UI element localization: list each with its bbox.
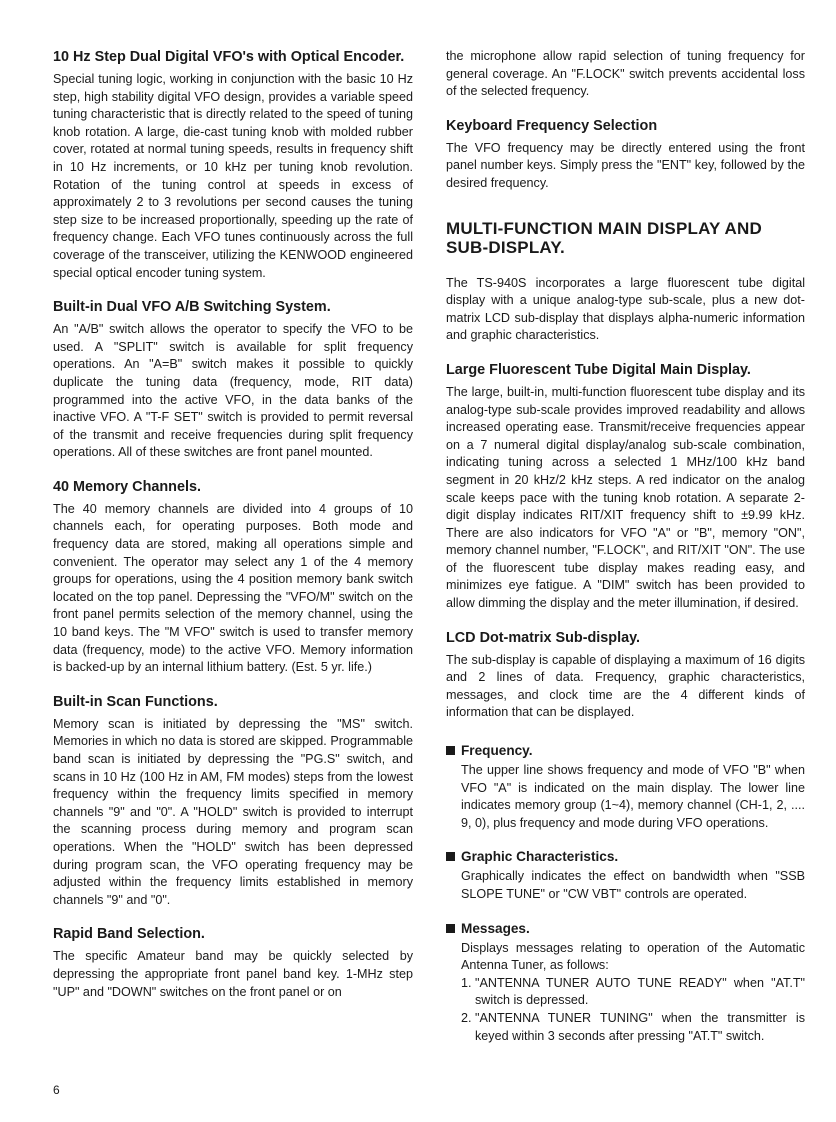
message-list [461,975,805,1045]
display-intro [446,275,805,345]
bullet-heading-text: Graphic Characteristics. [461,849,619,865]
list-number: 2. [461,1010,472,1025]
section-scan [53,693,413,910]
section-heading: Built-in Scan Functions. [53,693,218,710]
section-lcd [446,629,805,722]
bullet-content [446,940,805,1046]
section-body: The VFO frequency may be directly entered using the front panel number keys. Simply press the "ENT" key, followed by the desired frequency. [446,140,805,190]
section-body: The 40 memory channels are divided into 4 groups of 10 channels each, for operating purposes. Both mode and frequency data are stored, making all operations simple and convenient. The operator may select any 1 of the 4 memory groups for operations, using the 4 position memory bank switch located on the top panel. Depressing the "VFO/M" switch on the front panel permits selection of the memory channel, using the 10 band keys. The "M VFO" switch is used to transfer memory data (frequency, mode) to the active VFO. Memory information is backed-up by an internal lithium battery. (Est. 5 yr. life.) [53,501,413,675]
square-bullet-icon [446,924,455,933]
section-heading: 40 Memory Channels. [53,478,201,495]
section-vfo [53,48,413,282]
bullet-heading [446,742,805,760]
section-vfo-ab [53,298,413,462]
list-text: "ANTENNA TUNER TUNING" when the transmitter is keyed within 3 seconds after pressing "AT.T" switch. [475,1010,805,1043]
section-body: An "A/B" switch allows the operator to specify the VFO to be used. A "SPLIT" switch is available for split frequency operations. An "A=B" switch makes it possible to quickly duplicate the tuning data (frequency, mode, RIT data) programmed into the active VFO, in the data banks of the inactive VFO. A "T-F SET" switch is provided to permit reversal of the transmit and receive frequencies during split frequency operations. All of these switches are front panel mounted. [53,322,413,460]
bullet-body: Graphically indicates the effect on bandwidth when "SSB SLOPE TUNE" or "CW VBT" controls are operated. [461,869,805,901]
main-heading: MULTI-FUNCTION MAIN DISPLAY AND SUB-DISPLAY. [446,218,762,257]
right-column [446,48,805,1061]
section-body: The TS-940S incorporates a large fluorescent tube digital display with a unique analog-type sub-scale, plus a new dot-matrix LCD sub-display that displays alpha-numeric information and graphic characteristics. [446,275,805,343]
bullet-body: The upper line shows frequency and mode of VFO "B" when VFO "A" is indicated on the main display. The lower line indicates memory group (1~4), memory channel (CH-1, 2, .... 9, 0), plus frequency and mode during VFO operations. [461,763,805,830]
page-number: 6 [53,1083,60,1097]
square-bullet-icon [446,852,455,861]
bullet-heading [446,848,805,866]
section-heading: LCD Dot-matrix Sub-display. [446,629,641,646]
section-body: The sub-display is capable of displaying a maximum of 16 digits and 2 lines of data. Frequency, graphic characteristics, messages, and clock time are the 4 different kinds of information that can be displayed. [446,652,805,720]
section-heading: Rapid Band Selection. [53,926,205,943]
section-body: The large, built-in, multi-function fluorescent tube display and its analog-type sub-scale provides improved readability and allows increased operating ease. Transmit/receive frequencies appear on a 7 numeral digital display/analog sub-scale combination, indicating tuning across a selected 1 MHz/100 kHz band segment in 20 kHz/2 kHz steps. A red indicator on the analog scale keeps pace with the tuning knob rotation. A separate 2-digit display indicates RIT/XIT frequency shift to ±9.99 kHz. There are also indicators for VFO "A" or "B", memory "ON", memory channel number, "F.LOCK", and RIT/XIT "ON". The use of the fluorescent tube display makes reading easy, and minimizes eye fatigue. A "DIM" switch has been provided to allow dimming the display and the meter illumination, if desired. [446,384,805,611]
bullet-graphic [446,848,805,903]
section-memory [53,478,413,677]
section-heading: Keyboard Frequency Selection [446,117,658,134]
section-body: Special tuning logic, working in conjunction with the basic 10 Hz step, high stability digital VFO design, provides a variable speed tuning characteristic that is directly related to the speed of tuning knob rotation. A large, die-cast tuning knob with molded rubber cover, rotated at normal tuning speeds, results in frequency shift in 10 Hz increments, or 10 kHz per tuning knob revolution. Rotation of the tuning control at speeds in excess of approximately 2 to 3 revolutions per second causes the tuning step size to be increased proportionally, speeding up the rate of frequency change. Each VFO tunes continuously across the full coverage of the transceiver, utilizing the KENWOOD engineered special optical encoder tuning system. [53,72,413,280]
bullet-messages [446,920,805,1046]
section-heading: Built-in Dual VFO A/B Switching System. [53,299,331,316]
bullet-heading [446,920,805,938]
bullet-body: Displays messages relating to operation of the Automatic Antenna Tuner, as follows: [461,940,805,973]
list-item [461,975,805,1010]
section-heading: Large Fluorescent Tube Digital Main Display. [446,361,751,378]
bullet-heading-text: Frequency. [461,743,533,759]
list-item [461,1010,805,1045]
section-body: the microphone allow rapid selection of tuning frequency for general coverage. An "F.LOCK" switch prevents accidental loss of the selected frequency. [446,49,805,99]
continuation-text [446,48,805,101]
section-body: Memory scan is initiated by depressing the "MS" switch. Memories in which no data is stored are skipped. Programmable band scan is initiated by depressing the "PG.S" switch, and scans in 10 Hz (100 Hz in AM, FM modes) steps from the lowest frequency within the frequency limits specified in memory channels "9" and "0". A "HOLD" switch is provided to interrupt the scanning process during memory and program scan operations. When the "HOLD" switch has been depressed during program scan, the VFO operating frequency may be adjusted within the frequency limits established in memory channels "9" and "0". [53,716,413,907]
square-bullet-icon [446,746,455,755]
section-body: The specific Amateur band may be quickly selected by depressing the appropriate front panel band key. 1-MHz step "UP" and "DOWN" switches on the front panel or on [53,949,413,999]
section-band [53,925,413,1001]
section-keyboard [446,117,805,193]
list-text: "ANTENNA TUNER AUTO TUNE READY" when "AT.T" switch is depressed. [475,975,805,1008]
bullet-frequency [446,742,805,832]
section-fluorescent [446,361,805,613]
section-heading: 10 Hz Step Dual Digital VFO's with Optical Encoder. [53,49,405,65]
left-column [53,48,413,1017]
bullet-heading-text: Messages. [461,920,530,936]
list-number: 1. [461,975,472,990]
